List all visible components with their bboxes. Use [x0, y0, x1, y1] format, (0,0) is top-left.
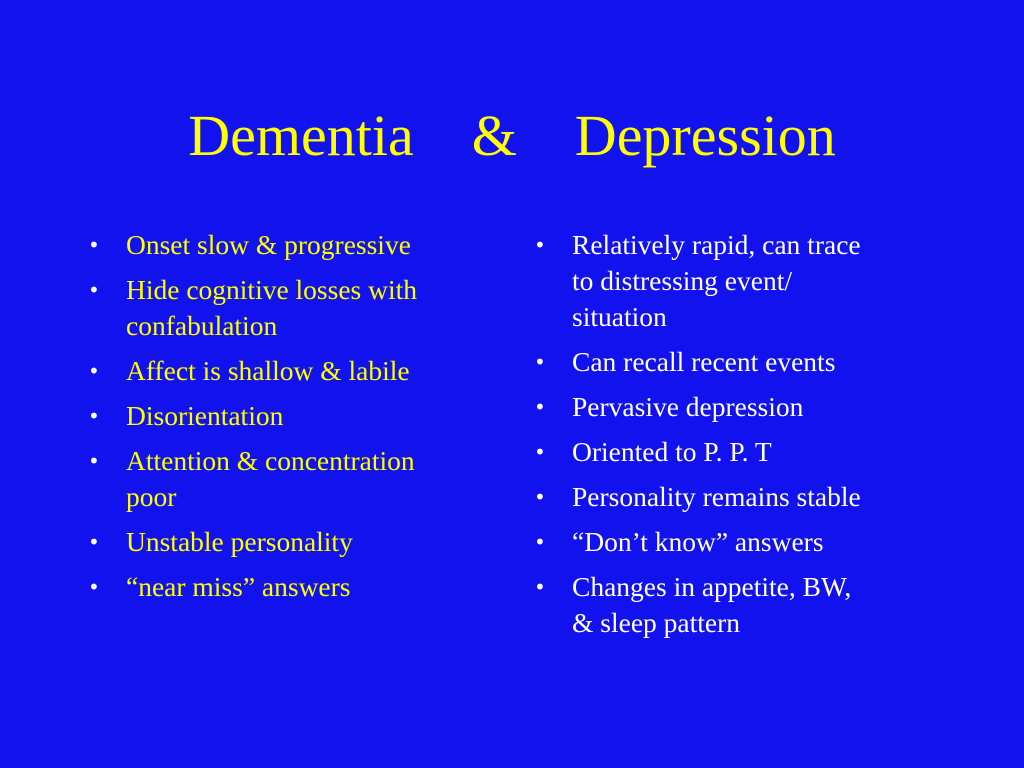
- list-item-text: Personality remains stable: [572, 481, 861, 512]
- bullet-icon: •: [88, 449, 100, 473]
- list-item: [530, 569, 950, 641]
- list-item-text: Changes in appetite, BW, & sleep pattern: [572, 571, 852, 638]
- list-item-text: Hide cognitive losses with confabulation: [126, 274, 418, 341]
- list-item-text: Pervasive depression: [572, 391, 804, 422]
- list-item-text: “Don’t know” answers: [572, 526, 824, 557]
- list-item-text: Onset slow & progressive: [126, 229, 411, 260]
- bullet-icon: •: [88, 575, 100, 599]
- bullet-icon: •: [534, 395, 546, 419]
- dementia-list: [84, 227, 504, 614]
- list-item: [84, 227, 504, 263]
- list-item: [530, 434, 950, 470]
- list-item: [530, 344, 950, 380]
- list-item-text: Oriented to P. P. T: [572, 436, 772, 467]
- list-item: [530, 227, 950, 335]
- list-item-text: Affect is shallow & labile: [126, 355, 410, 386]
- list-item: [530, 524, 950, 560]
- bullet-icon: •: [88, 278, 100, 302]
- bullet-icon: •: [88, 530, 100, 554]
- slide-title: Dementia & Depression: [188, 103, 836, 168]
- bullet-icon: •: [88, 233, 100, 257]
- bullet-icon: •: [534, 350, 546, 374]
- list-item: [84, 524, 504, 560]
- list-item: [84, 353, 504, 389]
- depression-list: [530, 227, 950, 650]
- list-item-text: Can recall recent events: [572, 346, 836, 377]
- bullet-icon: •: [88, 359, 100, 383]
- bullet-icon: •: [88, 404, 100, 428]
- bullet-icon: •: [534, 575, 546, 599]
- bullet-icon: •: [534, 485, 546, 509]
- list-item-text: “near miss” answers: [126, 571, 351, 602]
- list-item: [84, 272, 504, 344]
- list-item-text: Unstable personality: [126, 526, 353, 557]
- bullet-icon: •: [534, 440, 546, 464]
- list-item-text: Relatively rapid, can trace to distressing event/ situation: [572, 229, 861, 332]
- list-item: [84, 443, 504, 515]
- bullet-icon: •: [534, 233, 546, 257]
- list-item: [530, 479, 950, 515]
- list-item: [84, 398, 504, 434]
- list-item: [530, 389, 950, 425]
- list-item: [84, 569, 504, 605]
- list-item-text: Attention & concentration poor: [126, 445, 415, 512]
- list-item-text: Disorientation: [126, 400, 284, 431]
- bullet-icon: •: [534, 530, 546, 554]
